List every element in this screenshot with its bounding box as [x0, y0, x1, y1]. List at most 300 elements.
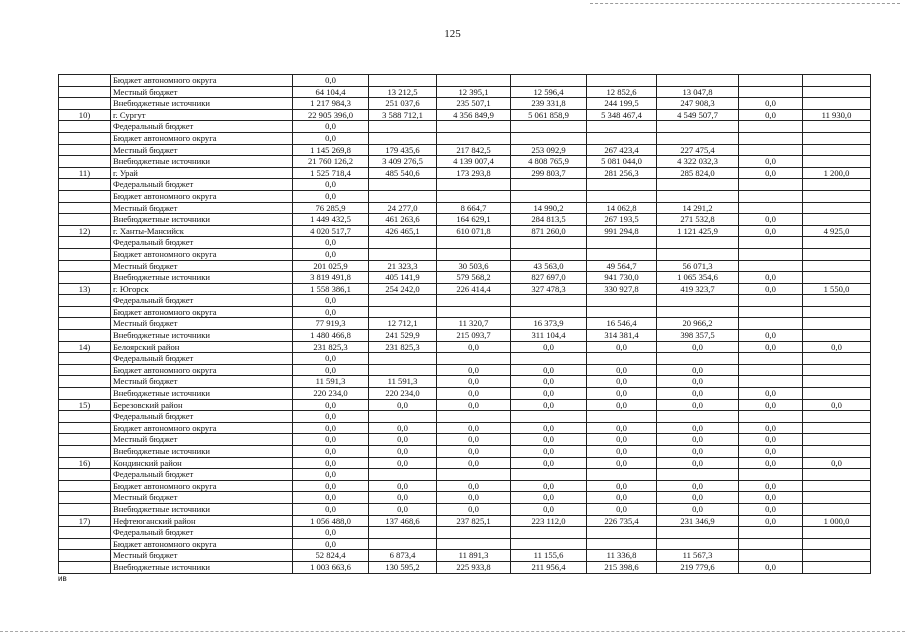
- row-number: 12): [59, 225, 111, 237]
- table-cell: 173 293,8: [437, 167, 511, 179]
- table-cell: 227 475,4: [657, 144, 739, 156]
- table-cell: [369, 179, 437, 191]
- table-row: [59, 156, 871, 168]
- table-cell: 12 852,6: [587, 86, 657, 98]
- table-cell: 0,0: [511, 503, 587, 515]
- table-cell: 11 155,6: [511, 550, 587, 562]
- table-row: [59, 190, 871, 202]
- row-label: Белоярский район: [111, 341, 293, 353]
- table-cell: [739, 202, 803, 214]
- table-cell: 991 294,8: [587, 225, 657, 237]
- table-cell: [739, 190, 803, 202]
- table-cell: 0,0: [437, 364, 511, 376]
- table-cell: 0,0: [437, 457, 511, 469]
- table-cell: [657, 132, 739, 144]
- row-label: Внебюджетные источники: [111, 446, 293, 458]
- table-row: [59, 538, 871, 550]
- table-cell: 14 062,8: [587, 202, 657, 214]
- table-cell: [369, 237, 437, 249]
- row-label: Федеральный бюджет: [111, 353, 293, 365]
- row-label: Бюджет автономного округа: [111, 422, 293, 434]
- table-cell: 0,0: [657, 446, 739, 458]
- table-cell: [511, 538, 587, 550]
- table-cell: 461 263,6: [369, 214, 437, 226]
- table-cell: 0,0: [369, 399, 437, 411]
- table-cell: [587, 411, 657, 423]
- table-cell: 0,0: [587, 492, 657, 504]
- table-cell: [511, 248, 587, 260]
- table-cell: [739, 144, 803, 156]
- table-row: [59, 214, 871, 226]
- table-cell: 0,0: [293, 480, 369, 492]
- table-cell: 1 121 425,9: [657, 225, 739, 237]
- table-cell: 0,0: [511, 364, 587, 376]
- row-label: Бюджет автономного округа: [111, 538, 293, 550]
- table-cell: [587, 353, 657, 365]
- table-cell: 6 873,4: [369, 550, 437, 562]
- table-cell: [437, 306, 511, 318]
- row-label: Внебюджетные источники: [111, 272, 293, 284]
- table-cell: 0,0: [293, 121, 369, 133]
- table-cell: 0,0: [657, 388, 739, 400]
- table-cell: 0,0: [587, 388, 657, 400]
- scan-edge-top: [590, 3, 900, 4]
- table-cell: 579 568,2: [437, 272, 511, 284]
- table-cell: [657, 353, 739, 365]
- row-number: [59, 86, 111, 98]
- row-label: Местный бюджет: [111, 86, 293, 98]
- table-row: [59, 179, 871, 191]
- table-cell: 281 256,3: [587, 167, 657, 179]
- row-label: Федеральный бюджет: [111, 411, 293, 423]
- table-cell: 11 320,7: [437, 318, 511, 330]
- table-cell: 0,0: [739, 341, 803, 353]
- row-label: Федеральный бюджет: [111, 121, 293, 133]
- row-number: [59, 260, 111, 272]
- table-cell: 0,0: [511, 376, 587, 388]
- row-number: [59, 190, 111, 202]
- table-cell: [803, 538, 871, 550]
- table-cell: [437, 190, 511, 202]
- row-number: [59, 388, 111, 400]
- table-cell: 0,0: [369, 480, 437, 492]
- row-number: [59, 353, 111, 365]
- table-cell: [803, 330, 871, 342]
- table-cell: 226 735,4: [587, 515, 657, 527]
- row-number: 14): [59, 341, 111, 353]
- table-cell: [803, 376, 871, 388]
- row-label: Федеральный бюджет: [111, 295, 293, 307]
- table-cell: [657, 295, 739, 307]
- table-cell: 164 629,1: [437, 214, 511, 226]
- table-cell: 0,0: [293, 469, 369, 481]
- table-cell: [739, 411, 803, 423]
- table-cell: 220 234,0: [369, 388, 437, 400]
- scan-edge-bottom: [0, 631, 905, 632]
- table-row: [59, 457, 871, 469]
- row-number: [59, 132, 111, 144]
- table-cell: 485 540,6: [369, 167, 437, 179]
- table-row: [59, 480, 871, 492]
- table-cell: 11 891,3: [437, 550, 511, 562]
- table-cell: 1 550,0: [803, 283, 871, 295]
- table-row: [59, 527, 871, 539]
- table-cell: 1 200,0: [803, 167, 871, 179]
- table-cell: [803, 121, 871, 133]
- table-cell: 52 824,4: [293, 550, 369, 562]
- table-cell: 267 193,5: [587, 214, 657, 226]
- row-number: [59, 503, 111, 515]
- row-label: Бюджет автономного округа: [111, 364, 293, 376]
- table-cell: 0,0: [657, 457, 739, 469]
- table-cell: 0,0: [657, 434, 739, 446]
- table-cell: [803, 179, 871, 191]
- table-cell: [369, 527, 437, 539]
- table-cell: [803, 295, 871, 307]
- table-cell: 49 564,7: [587, 260, 657, 272]
- table-row: [59, 86, 871, 98]
- table-cell: 398 357,5: [657, 330, 739, 342]
- row-label: Внебюджетные источники: [111, 98, 293, 110]
- table-row: [59, 376, 871, 388]
- table-cell: 0,0: [587, 457, 657, 469]
- row-label: Внебюджетные источники: [111, 561, 293, 573]
- row-number: [59, 144, 111, 156]
- table-cell: 226 414,4: [437, 283, 511, 295]
- table-cell: 284 813,5: [511, 214, 587, 226]
- table-cell: 0,0: [587, 503, 657, 515]
- table-row: [59, 561, 871, 573]
- table-cell: 0,0: [657, 422, 739, 434]
- table-cell: 0,0: [739, 98, 803, 110]
- table-cell: [739, 469, 803, 481]
- table-cell: 0,0: [293, 248, 369, 260]
- table-cell: 0,0: [739, 214, 803, 226]
- row-label: г. Урай: [111, 167, 293, 179]
- table-cell: [803, 272, 871, 284]
- table-cell: 0,0: [437, 341, 511, 353]
- table-cell: 11 591,3: [369, 376, 437, 388]
- table-row: [59, 503, 871, 515]
- table-cell: [657, 121, 739, 133]
- table-cell: 0,0: [739, 156, 803, 168]
- table-row: [59, 98, 871, 110]
- table-cell: [369, 353, 437, 365]
- table-cell: 56 071,3: [657, 260, 739, 272]
- table-cell: 1 558 386,1: [293, 283, 369, 295]
- table-cell: [803, 190, 871, 202]
- table-cell: 14 990,2: [511, 202, 587, 214]
- table-cell: [739, 538, 803, 550]
- table-cell: [803, 260, 871, 272]
- table-cell: 4 808 765,9: [511, 156, 587, 168]
- row-label: Местный бюджет: [111, 376, 293, 388]
- table-row: [59, 295, 871, 307]
- table-cell: [803, 388, 871, 400]
- table-cell: 0,0: [657, 480, 739, 492]
- row-label: Внебюджетные источники: [111, 214, 293, 226]
- table-cell: 327 478,3: [511, 283, 587, 295]
- row-number: [59, 550, 111, 562]
- table-cell: 14 291,2: [657, 202, 739, 214]
- table-cell: 0,0: [511, 399, 587, 411]
- row-number: 11): [59, 167, 111, 179]
- table-row: [59, 364, 871, 376]
- table-cell: 64 104,4: [293, 86, 369, 98]
- table-cell: 1 525 718,4: [293, 167, 369, 179]
- row-number: [59, 330, 111, 342]
- table-cell: 0,0: [293, 411, 369, 423]
- table-cell: 3 409 276,5: [369, 156, 437, 168]
- table-cell: 0,0: [369, 422, 437, 434]
- table-cell: 231 825,3: [369, 341, 437, 353]
- row-label: Внебюджетные источники: [111, 503, 293, 515]
- table-cell: [369, 306, 437, 318]
- table-cell: [587, 538, 657, 550]
- row-label: Бюджет автономного округа: [111, 248, 293, 260]
- row-number: [59, 480, 111, 492]
- table-cell: 3 588 712,1: [369, 109, 437, 121]
- table-cell: [587, 132, 657, 144]
- table-cell: [369, 469, 437, 481]
- row-label: Бюджет автономного округа: [111, 190, 293, 202]
- table-row: [59, 469, 871, 481]
- table-cell: 0,0: [739, 480, 803, 492]
- table-row: [59, 515, 871, 527]
- table-cell: [739, 132, 803, 144]
- table-cell: [437, 121, 511, 133]
- table-cell: 0,0: [293, 190, 369, 202]
- table-cell: [803, 144, 871, 156]
- table-row: [59, 272, 871, 284]
- table-cell: [803, 492, 871, 504]
- row-label: г. Сургут: [111, 109, 293, 121]
- table-cell: 1 056 488,0: [293, 515, 369, 527]
- table-cell: 0,0: [739, 283, 803, 295]
- table-row: [59, 434, 871, 446]
- table-cell: [587, 295, 657, 307]
- table-cell: 0,0: [293, 503, 369, 515]
- row-number: [59, 272, 111, 284]
- table-cell: 0,0: [657, 492, 739, 504]
- table-row: [59, 492, 871, 504]
- table-cell: [739, 295, 803, 307]
- table-cell: [803, 364, 871, 376]
- table-cell: 610 071,8: [437, 225, 511, 237]
- table-cell: [369, 121, 437, 133]
- row-number: [59, 411, 111, 423]
- table-cell: 0,0: [739, 434, 803, 446]
- table-cell: 0,0: [739, 457, 803, 469]
- table-cell: 201 025,9: [293, 260, 369, 272]
- table-cell: [511, 75, 587, 87]
- table-cell: 13 047,8: [657, 86, 739, 98]
- footer-mark: ив: [58, 574, 67, 583]
- table-cell: 253 092,9: [511, 144, 587, 156]
- table-cell: 0,0: [587, 376, 657, 388]
- row-number: 16): [59, 457, 111, 469]
- table-cell: [803, 469, 871, 481]
- table-cell: [739, 353, 803, 365]
- table-row: [59, 144, 871, 156]
- table-cell: [437, 237, 511, 249]
- table-cell: 235 507,1: [437, 98, 511, 110]
- table-cell: [587, 469, 657, 481]
- table-cell: 225 933,8: [437, 561, 511, 573]
- table-cell: [437, 469, 511, 481]
- table-cell: 21 760 126,2: [293, 156, 369, 168]
- table-cell: 0,0: [511, 446, 587, 458]
- table-cell: [369, 132, 437, 144]
- table-row: [59, 75, 871, 87]
- row-label: Внебюджетные источники: [111, 156, 293, 168]
- table-cell: 4 356 849,9: [437, 109, 511, 121]
- table-cell: [803, 202, 871, 214]
- table-cell: [511, 179, 587, 191]
- table-cell: [739, 376, 803, 388]
- row-label: Бюджет автономного округа: [111, 480, 293, 492]
- table-cell: [803, 561, 871, 573]
- table-cell: [511, 469, 587, 481]
- table-cell: [511, 237, 587, 249]
- row-label: Березовский район: [111, 399, 293, 411]
- table-cell: [657, 527, 739, 539]
- row-label: Местный бюджет: [111, 260, 293, 272]
- table-cell: 30 503,6: [437, 260, 511, 272]
- table-cell: 16 546,4: [587, 318, 657, 330]
- table-cell: [803, 411, 871, 423]
- row-label: Внебюджетные источники: [111, 330, 293, 342]
- table-cell: 0,0: [511, 457, 587, 469]
- table-row: [59, 260, 871, 272]
- budget-table: [58, 74, 871, 574]
- table-row: [59, 248, 871, 260]
- table-cell: 0,0: [739, 388, 803, 400]
- row-number: [59, 376, 111, 388]
- row-number: 10): [59, 109, 111, 121]
- table-cell: [739, 86, 803, 98]
- table-row: [59, 446, 871, 458]
- table-cell: [369, 364, 437, 376]
- table-cell: 0,0: [657, 341, 739, 353]
- table-cell: [369, 248, 437, 260]
- table-cell: 247 908,3: [657, 98, 739, 110]
- table-cell: 299 803,7: [511, 167, 587, 179]
- table-cell: [511, 411, 587, 423]
- row-label: Федеральный бюджет: [111, 237, 293, 249]
- row-number: [59, 434, 111, 446]
- table-cell: [739, 550, 803, 562]
- table-row: [59, 225, 871, 237]
- table-cell: [657, 237, 739, 249]
- table-cell: 22 905 396,0: [293, 109, 369, 121]
- table-cell: [587, 527, 657, 539]
- row-label: Федеральный бюджет: [111, 179, 293, 191]
- row-number: [59, 156, 111, 168]
- row-label: Местный бюджет: [111, 492, 293, 504]
- table-cell: 0,0: [511, 480, 587, 492]
- row-number: [59, 237, 111, 249]
- table-row: [59, 388, 871, 400]
- table-cell: 1 003 663,6: [293, 561, 369, 573]
- table-cell: 179 435,6: [369, 144, 437, 156]
- table-cell: 1 065 354,6: [657, 272, 739, 284]
- table-cell: [437, 353, 511, 365]
- table-cell: [511, 306, 587, 318]
- row-number: [59, 214, 111, 226]
- table-cell: [739, 306, 803, 318]
- table-cell: 21 323,3: [369, 260, 437, 272]
- table-cell: 0,0: [587, 434, 657, 446]
- row-label: Бюджет автономного округа: [111, 306, 293, 318]
- row-label: Бюджет автономного округа: [111, 75, 293, 87]
- row-number: [59, 202, 111, 214]
- table-cell: [803, 214, 871, 226]
- table-cell: 271 532,8: [657, 214, 739, 226]
- table-cell: [739, 318, 803, 330]
- table-cell: 43 563,0: [511, 260, 587, 272]
- row-label: Федеральный бюджет: [111, 469, 293, 481]
- table-cell: [739, 248, 803, 260]
- table-cell: [369, 190, 437, 202]
- table-cell: 237 825,1: [437, 515, 511, 527]
- table-cell: 0,0: [587, 341, 657, 353]
- table-cell: [803, 98, 871, 110]
- table-cell: [511, 190, 587, 202]
- table-cell: [803, 422, 871, 434]
- table-cell: 0,0: [293, 295, 369, 307]
- table-cell: [587, 179, 657, 191]
- table-cell: [657, 538, 739, 550]
- table-cell: 0,0: [293, 446, 369, 458]
- table-cell: 4 322 032,3: [657, 156, 739, 168]
- table-cell: 311 104,4: [511, 330, 587, 342]
- table-cell: 0,0: [739, 561, 803, 573]
- table-cell: [803, 306, 871, 318]
- table-cell: [511, 121, 587, 133]
- table-cell: [587, 248, 657, 260]
- table-cell: [369, 411, 437, 423]
- row-label: Местный бюджет: [111, 144, 293, 156]
- table-cell: 20 966,2: [657, 318, 739, 330]
- table-cell: 0,0: [587, 399, 657, 411]
- table-cell: [437, 411, 511, 423]
- row-number: [59, 179, 111, 191]
- table-cell: 0,0: [511, 492, 587, 504]
- table-cell: 0,0: [293, 434, 369, 446]
- table-cell: 239 331,8: [511, 98, 587, 110]
- table-cell: [657, 469, 739, 481]
- table-cell: [657, 75, 739, 87]
- table-cell: [739, 75, 803, 87]
- row-label: г. Югорск: [111, 283, 293, 295]
- table-cell: 0,0: [293, 237, 369, 249]
- table-cell: [803, 75, 871, 87]
- table-cell: [803, 132, 871, 144]
- table-cell: 0,0: [739, 109, 803, 121]
- table-row: [59, 399, 871, 411]
- table-cell: 0,0: [437, 446, 511, 458]
- table-cell: [739, 364, 803, 376]
- table-cell: 0,0: [369, 503, 437, 515]
- row-number: [59, 306, 111, 318]
- table-cell: 0,0: [293, 492, 369, 504]
- table-cell: 0,0: [437, 376, 511, 388]
- table-cell: 0,0: [739, 167, 803, 179]
- table-cell: 254 242,0: [369, 283, 437, 295]
- table-row: [59, 422, 871, 434]
- table-cell: 0,0: [437, 492, 511, 504]
